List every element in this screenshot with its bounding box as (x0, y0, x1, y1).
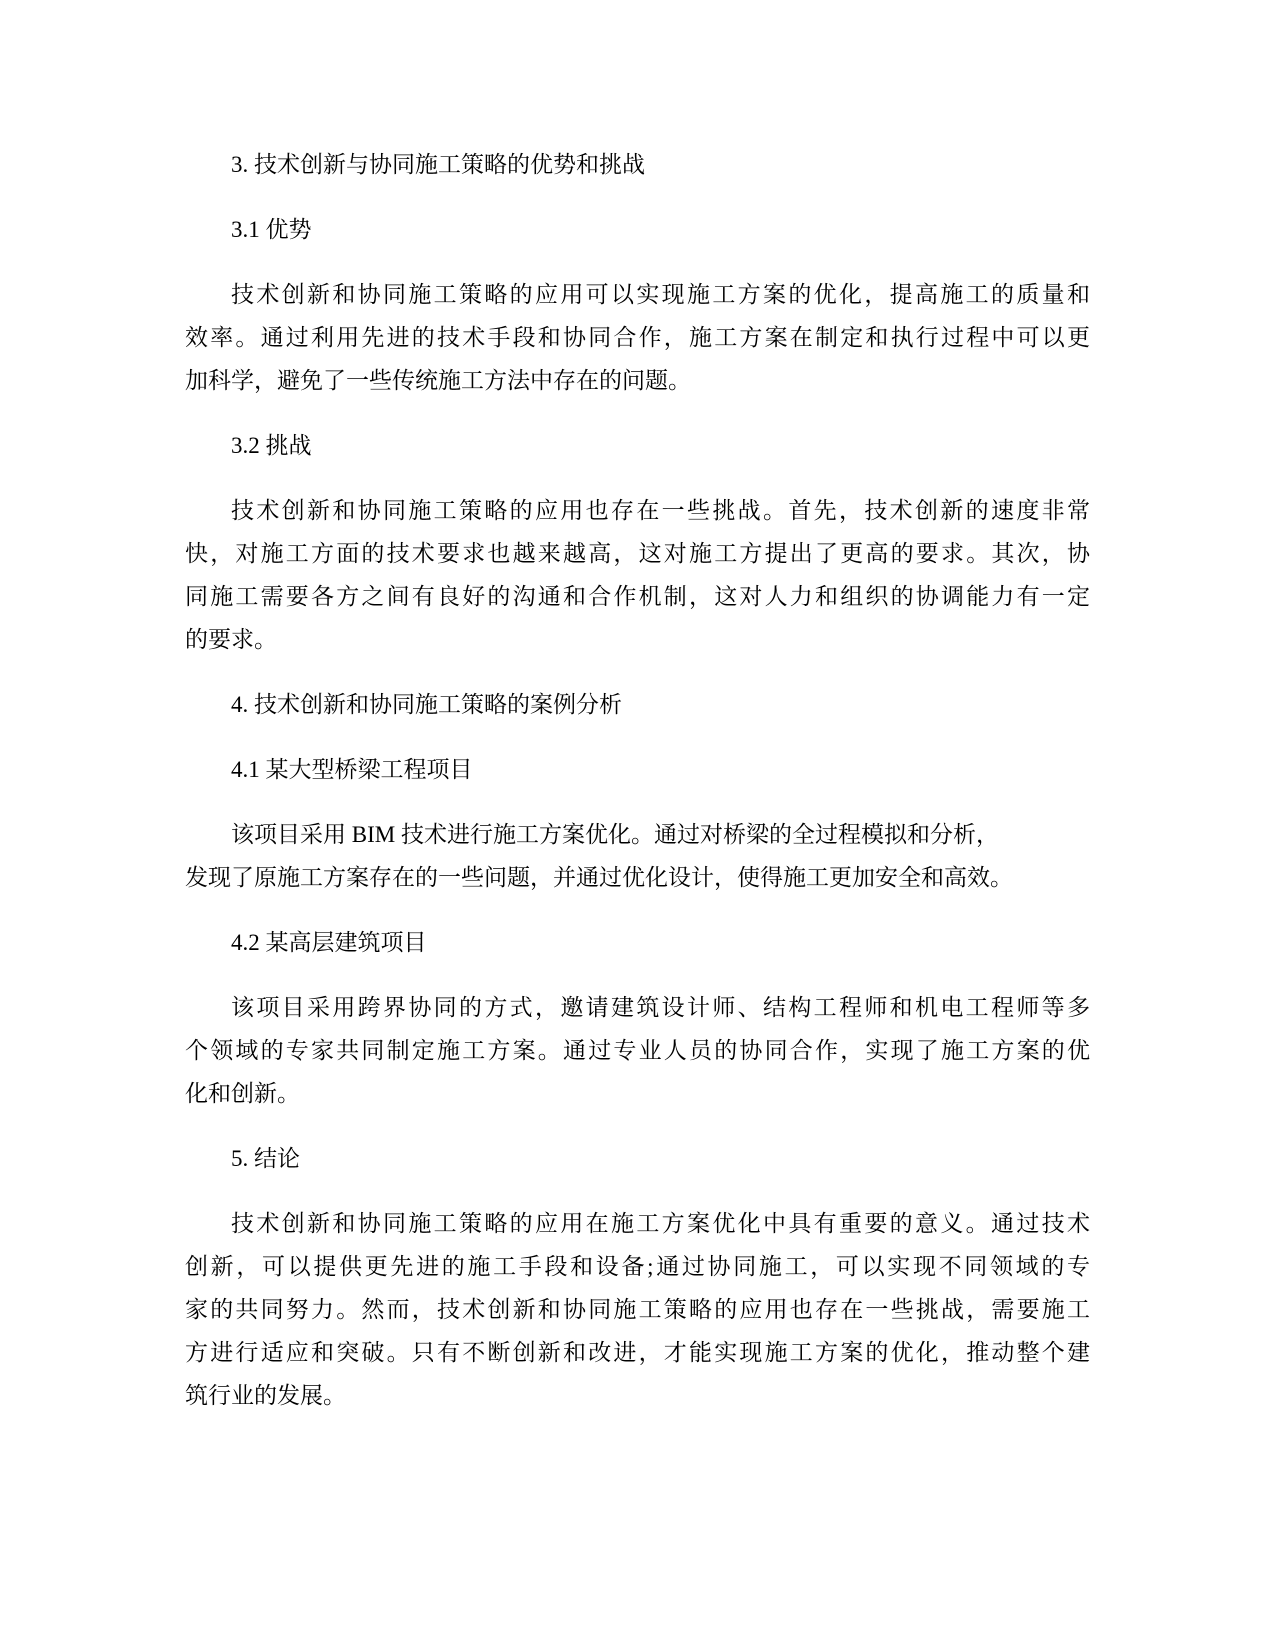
text-line: 该项目采用 BIM 技术进行施工方案优化。通过对桥梁的全过程模拟和分析， (231, 822, 999, 847)
text-line: 快，对施工方面的技术要求也越来越高，这对施工方提出了更高的要求。其次，协 (185, 541, 1090, 566)
paragraph-conclusion (185, 1202, 1090, 1417)
text-line: 的要求。 (185, 627, 277, 652)
subsection-heading-3-1: 3.1 优势 (231, 217, 312, 242)
subsection-heading-4-2: 4.2 某高层建筑项目 (231, 930, 427, 955)
text-line: 加科学，避免了一些传统施工方法中存在的问题。 (185, 368, 691, 393)
paragraph-advantages (185, 273, 1090, 402)
paragraph-bridge-case (185, 813, 1090, 899)
text-line: 创新，可以提供更先进的施工手段和设备;通过协同施工，可以实现不同领域的专 (185, 1254, 1090, 1279)
text-line: 技术创新和协同施工策略的应用在施工方案优化中具有重要的意义。通过技术 (231, 1211, 1090, 1236)
text-line: 化和创新。 (185, 1081, 300, 1106)
text-line: 家的共同努力。然而，技术创新和协同施工策略的应用也存在一些挑战，需要施工 (185, 1297, 1090, 1322)
text-line: 技术创新和协同施工策略的应用也存在一些挑战。首先，技术创新的速度非常 (231, 498, 1090, 523)
subsection-heading-3-2: 3.2 挑战 (231, 433, 312, 458)
text-line: 筑行业的发展。 (185, 1383, 346, 1408)
paragraph-highrise-case (185, 986, 1090, 1115)
text-line: 该项目采用跨界协同的方式，邀请建筑设计师、结构工程师和机电工程师等多 (231, 995, 1090, 1020)
document-body (185, 143, 1090, 1439)
section-heading-4: 4. 技术创新和协同施工策略的案例分析 (231, 692, 622, 717)
text-line: 效率。通过利用先进的技术手段和协同合作，施工方案在制定和执行过程中可以更 (185, 325, 1090, 350)
subsection-heading-4-1: 4.1 某大型桥梁工程项目 (231, 757, 473, 782)
section-heading-5: 5. 结论 (231, 1146, 300, 1171)
paragraph-challenges (185, 489, 1090, 661)
text-line: 技术创新和协同施工策略的应用可以实现施工方案的优化，提高施工的质量和 (231, 282, 1090, 307)
text-line: 方进行适应和突破。只有不断创新和改进，才能实现施工方案的优化，推动整个建 (185, 1340, 1090, 1365)
text-line: 个领域的专家共同制定施工方案。通过专业人员的协同合作，实现了施工方案的优 (185, 1038, 1090, 1063)
text-line: 同施工需要各方之间有良好的沟通和合作机制，这对人力和组织的协调能力有一定 (185, 584, 1090, 609)
text-line: 发现了原施工方案存在的一些问题，并通过优化设计，使得施工更加安全和高效。 (185, 865, 1013, 890)
section-heading-3: 3. 技术创新与协同施工策略的优势和挑战 (231, 152, 645, 177)
